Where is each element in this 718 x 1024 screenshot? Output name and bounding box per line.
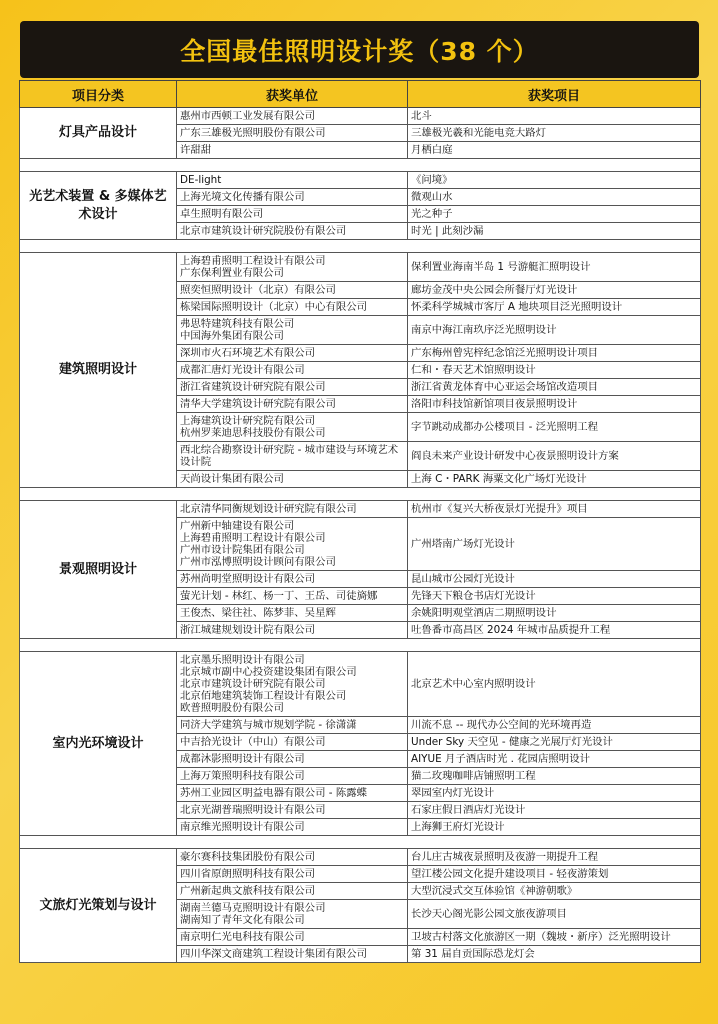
project-cell: 上海狮王府灯光设计	[408, 819, 701, 836]
unit-cell	[177, 652, 408, 717]
unit-name: 北京市建筑设计研究院有限公司	[180, 678, 326, 690]
unit-name: 许甜甜	[180, 144, 212, 156]
project-cell: 廊坊金茂中央公园会所餐厅灯光设计	[408, 282, 701, 299]
project-cell: 广州塔南广场灯光设计	[408, 518, 701, 571]
table-row	[20, 253, 701, 282]
project-cell: 第 31 届自贡国际恐龙灯会	[408, 946, 701, 963]
project-cell: 月栖白庭	[408, 142, 701, 159]
project-cell: 翠园室内灯光设计	[408, 785, 701, 802]
separator-cell	[20, 159, 701, 172]
project-cell: 时光 | 此刻沙漏	[408, 223, 701, 240]
unit-cell	[177, 206, 408, 223]
header-category: 项目分类	[20, 81, 177, 108]
table-header-row	[20, 81, 701, 108]
unit-name: 广州新中轴建设有限公司	[180, 520, 295, 532]
unit-name: 成都沐影照明设计有限公司	[180, 753, 305, 765]
unit-name: 天尚设计集团有限公司	[180, 473, 284, 485]
table-row	[20, 108, 701, 125]
project-cell: 三雄极光羲和光能电竞大路灯	[408, 125, 701, 142]
unit-cell	[177, 946, 408, 963]
unit-name: 杭州罗莱迪思科技股份有限公司	[180, 427, 326, 439]
unit-cell	[177, 849, 408, 866]
unit-cell	[177, 588, 408, 605]
unit-name: 萤光计划 - 林红、杨一丁、王岳、司徒旖娜	[180, 590, 378, 602]
project-cell: 先锋天下粮仓书店灯光设计	[408, 588, 701, 605]
unit-name: 上海碧甫照明工程设计有限公司	[180, 255, 326, 267]
project-cell: 川流不息 -- 现代办公空间的光环境再造	[408, 717, 701, 734]
unit-name: 欧普照明股份有限公司	[180, 702, 284, 714]
unit-cell	[177, 900, 408, 929]
group-separator	[20, 836, 701, 849]
unit-name: 广州新起典文旅科技有限公司	[180, 885, 316, 897]
unit-cell	[177, 345, 408, 362]
unit-cell	[177, 571, 408, 588]
group-separator	[20, 240, 701, 253]
category-cell: 室内光环境设计	[20, 652, 177, 836]
group-separator	[20, 639, 701, 652]
unit-cell	[177, 471, 408, 488]
unit-name: 同济大学建筑与城市规划学院 - 徐潇潇	[180, 719, 357, 731]
awards-table-wrapper	[19, 80, 700, 963]
unit-cell	[177, 362, 408, 379]
unit-name: 北京城市副中心投资建设集团有限公司	[180, 666, 357, 678]
separator-cell	[20, 240, 701, 253]
unit-name: 王俊杰、梁往社、陈梦菲、吴星辉	[180, 607, 336, 619]
unit-cell	[177, 172, 408, 189]
unit-name: 深圳市火石环境艺术有限公司	[180, 347, 316, 359]
title-banner	[20, 21, 699, 78]
unit-cell	[177, 282, 408, 299]
project-cell: 长沙天心阁光影公园文旅夜游项目	[408, 900, 701, 929]
project-cell: 仁和・春天艺术馆照明设计	[408, 362, 701, 379]
unit-name: 卓生照明有限公司	[180, 208, 264, 220]
unit-name: 北京光湖普瑞照明设计有限公司	[180, 804, 326, 816]
unit-cell	[177, 518, 408, 571]
unit-name: 上海碧甫照明工程设计有限公司	[180, 532, 326, 544]
project-cell: 北斗	[408, 108, 701, 125]
category-cell: 景观照明设计	[20, 501, 177, 639]
unit-cell	[177, 929, 408, 946]
unit-cell	[177, 189, 408, 206]
project-cell: 浙江省黄龙体育中心亚运会场馆改造项目	[408, 379, 701, 396]
unit-cell	[177, 605, 408, 622]
unit-cell	[177, 396, 408, 413]
unit-cell	[177, 501, 408, 518]
project-cell: 昆山城市公园灯光设计	[408, 571, 701, 588]
unit-name: 惠州市西顿工业发展有限公司	[180, 110, 316, 122]
unit-name: 湖南知了青年文化有限公司	[180, 914, 305, 926]
unit-cell	[177, 751, 408, 768]
page-title: 全国最佳照明设计奖（38 个）	[180, 36, 539, 66]
unit-name: 苏州工业园区明益电器有限公司 - 陈露蝶	[180, 787, 367, 799]
unit-cell	[177, 299, 408, 316]
project-cell: 微观山水	[408, 189, 701, 206]
project-cell: 台儿庄古城夜景照明及夜游一期提升工程	[408, 849, 701, 866]
unit-cell	[177, 253, 408, 282]
group-separator	[20, 159, 701, 172]
unit-name: 清华大学建筑设计研究院有限公司	[180, 398, 336, 410]
unit-cell	[177, 622, 408, 639]
unit-name: 苏州尚明堂照明设计有限公司	[180, 573, 316, 585]
project-cell: 字节跳动成都办公楼项目 - 泛光照明工程	[408, 413, 701, 442]
project-cell: 猫二玫瑰咖啡店铺照明工程	[408, 768, 701, 785]
unit-name: 湖南兰德马克照明设计有限公司	[180, 902, 326, 914]
table-row	[20, 501, 701, 518]
unit-cell	[177, 316, 408, 345]
awards-table	[19, 80, 701, 963]
header-unit: 获奖单位	[177, 81, 408, 108]
unit-name: 北京佰地建筑装饰工程设计有限公司	[180, 690, 347, 702]
unit-name: 广东三雄极光照明股份有限公司	[180, 127, 326, 139]
unit-cell	[177, 108, 408, 125]
unit-name: 上海万策照明科技有限公司	[180, 770, 305, 782]
project-cell: 广东梅州曾宪梓纪念馆泛光照明设计项目	[408, 345, 701, 362]
category-cell: 灯具产品设计	[20, 108, 177, 159]
unit-name: 南京明仁光电科技有限公司	[180, 931, 305, 943]
category-cell: 光艺术装置 & 多媒体艺术设计	[20, 172, 177, 240]
unit-cell	[177, 413, 408, 442]
table-body	[20, 108, 701, 963]
project-cell: 光之种子	[408, 206, 701, 223]
unit-cell	[177, 734, 408, 751]
unit-name: 西北综合勘察设计研究院 - 城市建设与环境艺术	[180, 444, 399, 456]
project-cell: 杭州市《复兴大桥夜景灯光提升》项目	[408, 501, 701, 518]
unit-name: 上海光境文化传播有限公司	[180, 191, 305, 203]
project-cell: 吐鲁番市高昌区 2024 年城市品质提升工程	[408, 622, 701, 639]
unit-cell	[177, 223, 408, 240]
unit-cell	[177, 866, 408, 883]
separator-cell	[20, 488, 701, 501]
project-cell: 保利置业海南半岛 1 号游艇汇照明设计	[408, 253, 701, 282]
unit-name: 广州市泓博照明设计顾问有限公司	[180, 556, 336, 568]
table-row	[20, 652, 701, 717]
group-separator	[20, 488, 701, 501]
project-cell: 北京艺术中心室内照明设计	[408, 652, 701, 717]
project-cell: 南京中海江南玖序泛光照明设计	[408, 316, 701, 345]
project-cell: 望江楼公园文化提升建设项目 - 轻夜游策划	[408, 866, 701, 883]
project-cell: 石家庄假日酒店灯光设计	[408, 802, 701, 819]
unit-name: 上海建筑设计研究院有限公司	[180, 415, 316, 427]
unit-name: 北京清华同衡规划设计研究院有限公司	[180, 503, 357, 515]
unit-cell	[177, 802, 408, 819]
unit-name: 广州市设计院集团有限公司	[180, 544, 305, 556]
unit-cell	[177, 768, 408, 785]
project-cell: AIYUE 月子酒店时光 . 花园店照明设计	[408, 751, 701, 768]
unit-name: DE-light	[180, 174, 222, 186]
unit-cell	[177, 785, 408, 802]
unit-name: 成都汇唐灯光设计有限公司	[180, 364, 305, 376]
unit-name: 四川华深文商建筑工程设计集团有限公司	[180, 948, 368, 960]
unit-name: 中国海外集团有限公司	[180, 330, 284, 342]
unit-name: 南京维光照明设计有限公司	[180, 821, 305, 833]
separator-cell	[20, 836, 701, 849]
separator-cell	[20, 639, 701, 652]
project-cell: 阎良未来产业设计研发中心夜景照明设计方案	[408, 442, 701, 471]
unit-name: 广东保利置业有限公司	[180, 267, 284, 279]
table-row	[20, 172, 701, 189]
unit-name: 栋梁国际照明设计（北京）中心有限公司	[180, 301, 368, 313]
project-cell: Under Sky 天空见 - 健康之光展厅灯光设计	[408, 734, 701, 751]
project-cell: 余姚阳明观堂酒店二期照明设计	[408, 605, 701, 622]
unit-cell	[177, 142, 408, 159]
unit-name: 浙江城建规划设计院有限公司	[180, 624, 316, 636]
category-cell: 文旅灯光策划与设计	[20, 849, 177, 963]
project-cell: 《问境》	[408, 172, 701, 189]
header-project: 获奖项目	[408, 81, 701, 108]
unit-name: 北京墨乐照明设计有限公司	[180, 654, 305, 666]
project-cell: 怀柔科学城城市客厅 A 地块项目泛光照明设计	[408, 299, 701, 316]
unit-name: 四川省原朗照明科技有限公司	[180, 868, 316, 880]
unit-cell	[177, 125, 408, 142]
unit-cell	[177, 379, 408, 396]
unit-name: 中吉拾光设计（中山）有限公司	[180, 736, 326, 748]
category-cell: 建筑照明设计	[20, 253, 177, 488]
unit-name: 弗思特建筑科技有限公司	[180, 318, 295, 330]
project-cell: 洛阳市科技馆新馆项目夜景照明设计	[408, 396, 701, 413]
unit-name: 照奕恒照明设计（北京）有限公司	[180, 284, 336, 296]
unit-name: 浙江省建筑设计研究院有限公司	[180, 381, 326, 393]
unit-cell	[177, 442, 408, 471]
unit-name: 北京市建筑设计研究院股份有限公司	[180, 225, 347, 237]
table-row	[20, 849, 701, 866]
unit-name: 豪尔赛科技集团股份有限公司	[180, 851, 316, 863]
unit-cell	[177, 717, 408, 734]
project-cell: 卫坡古村落文化旅游区一期（魏坡・新序）泛光照明设计	[408, 929, 701, 946]
unit-cell	[177, 819, 408, 836]
project-cell: 大型沉浸式交互体验馆《神游朝歌》	[408, 883, 701, 900]
project-cell: 上海 C・PARK 海粟文化广场灯光设计	[408, 471, 701, 488]
unit-name: 设计院	[180, 456, 212, 468]
unit-cell	[177, 883, 408, 900]
